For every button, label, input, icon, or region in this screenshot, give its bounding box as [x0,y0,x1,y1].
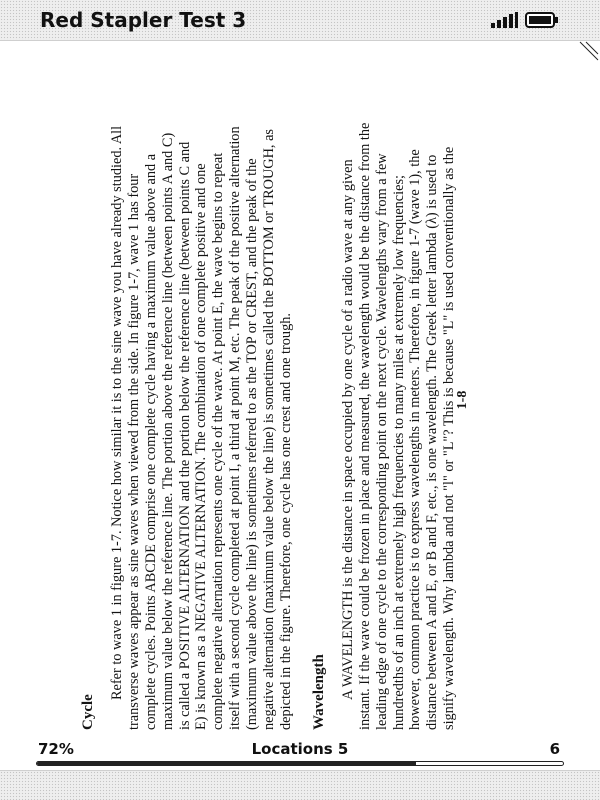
page-indicator: 6 [549,740,560,758]
text-line: instant. If the wave could be frozen in place and measured, the wavelength would be the distance from the [356,122,373,730]
rotated-page-content [60,70,540,730]
text-line: distance between A and E, or B and F, etc., is one wavelength. The Greek letter lambda (λ) is used to [424,154,441,730]
section-heading-wavelength: Wavelength [310,654,327,730]
reading-progress-fill [37,762,416,765]
text-line: is called a POSITIVE ALTERNATION and the portion below the reference line (between points C and [176,141,193,730]
text-line: hundredths of an inch at extremely high frequencies to many miles at extremely low frequencies; [390,174,407,730]
text-line: complete cycles. Points ABCDE comprise one complete cycle having a maximum value above and a [142,153,159,730]
title-bar [0,0,600,41]
wavelength-paragraph [340,70,458,730]
reading-progress-percent: 72% [38,740,74,758]
text-line: (maximum value above the line) is sometimes referred to as the TOP or CREST, and the peak of the [244,158,261,730]
text-line: Refer to wave 1 in figure 1-7. Notice how similar it is to the sine wave you have already studied. All [108,125,125,700]
section-heading-cycle: Cycle [80,694,96,730]
page-fold-corner-icon [578,40,600,62]
battery-icon [525,12,559,28]
text-line: depicted in the figure. Therefore, one cycle has one crest and one trough. [277,313,294,730]
text-line: complete negative alternation represents one cycle of the wave. At point E, the wave begins to repeat [210,152,227,730]
location-indicator: Locations 5 [251,740,349,758]
text-line: A WAVELENGTH is the distance in space occupied by one cycle of a radio wave at any given [339,159,356,700]
cycle-paragraph [109,70,295,730]
text-line: E) is known as a NEGATIVE ALTERNATION. The combination of one complete positive and one [193,163,210,730]
page-number: 1-8 [455,390,470,410]
bottom-bezel-band [0,770,600,800]
book-page[interactable] [60,70,540,730]
text-line: negative alternation (maximum value below the line) is sometimes called the BOTTOM or TROUGH, as [261,129,278,730]
footer-status [0,740,600,760]
text-line: maximum value below the reference line. The portion above the reference line (between points A and C) [159,132,176,730]
book-title: Red Stapler Test 3 [40,8,247,32]
text-line: however, common practice is to express wavelengths in meters. Therefore, in figure 1-7 (wave 1), the [407,149,424,730]
text-line: itself with a second cycle completed at point I, a third at point M, etc. The peak of the positive alternation [227,126,244,730]
text-line: leading edge of one cycle to the corresponding point on the next cycle. Wavelengths vary from a few [373,153,390,730]
reading-progress-bar[interactable] [36,761,564,766]
text-line: transverse waves appear as sine waves when viewed from the side. In figure 1-7, wave 1 has four [125,173,142,730]
text-line: signify wavelength. Why lambda and not "l" or "L"? This is because "L" is used conventionally as the [441,146,458,730]
signal-strength-icon [490,12,518,28]
